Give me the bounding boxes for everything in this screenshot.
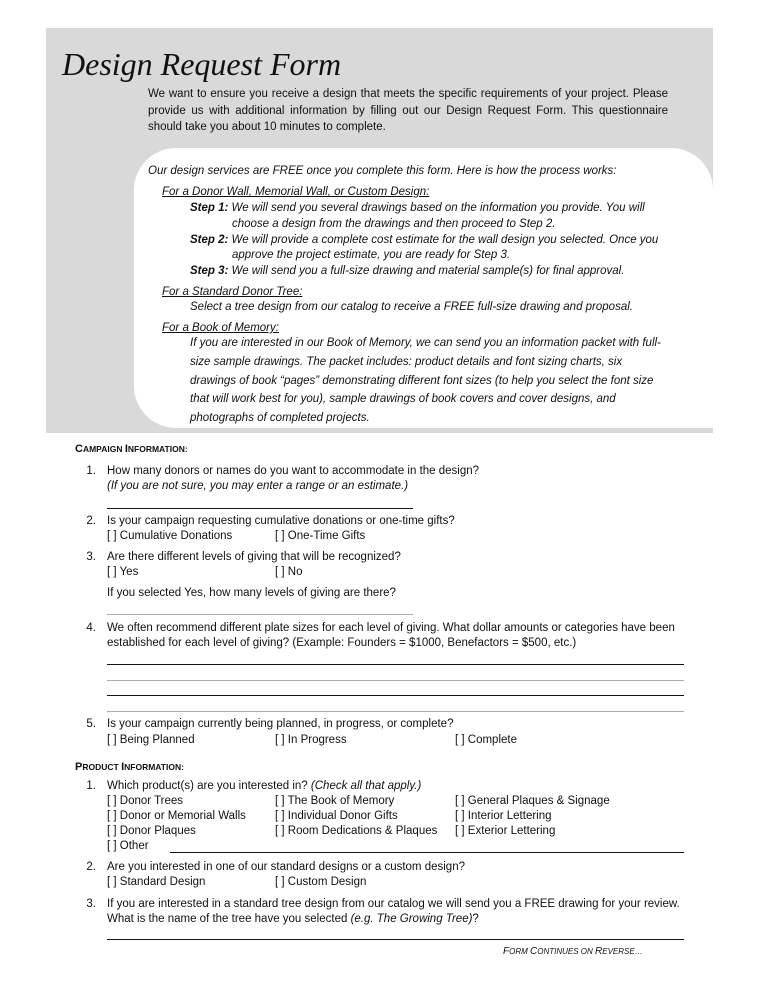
individual-donor-gifts-checkbox[interactable]: [ ] Individual Donor Gifts	[275, 810, 398, 822]
book-line-1: If you are interested in our Book of Memory, we can send you an information packet with full-	[190, 337, 661, 349]
heading-initial: P	[75, 761, 83, 773]
product-q3-question: What is the name of the tree have you selected	[107, 913, 351, 925]
footer-initial: F	[503, 946, 510, 957]
heading-smallcaps: NFORMATION:	[127, 444, 188, 454]
complete-checkbox[interactable]: [ ] Complete	[455, 734, 517, 746]
step-1-continued: choose a design from the drawings and then proceed to Step 2.	[232, 218, 556, 230]
product-section-heading	[75, 761, 184, 773]
book-heading: For a Book of Memory:	[162, 322, 279, 334]
campaign-q3-followup: If you selected Yes, how many levels of giving are there?	[107, 587, 396, 599]
step-2-label: Step 2:	[190, 234, 229, 246]
footer-smallcaps: EVERSE…	[602, 947, 643, 956]
form-title: Design Request Form	[62, 46, 342, 82]
tree-text: Select a tree design from our catalog to receive a FREE full-size drawing and proposal.	[190, 301, 633, 313]
standard-design-checkbox[interactable]: [ ] Standard Design	[107, 876, 206, 888]
product-q2-text: Are you interested in one of our standard designs or a custom design?	[107, 861, 465, 873]
product-q1-question: Which product(s) are you interested in?	[107, 780, 308, 792]
product-q2-number: 2.	[86, 861, 96, 873]
step-2	[190, 234, 658, 246]
campaign-q4-text-line-1: We often recommend different plate sizes for each level of giving. What dollar amounts or categories have been	[107, 622, 675, 634]
book-line-5: photographs of completed projects.	[190, 412, 370, 424]
giving-levels-answer-line-1[interactable]	[107, 664, 684, 665]
heading-initial: I	[124, 443, 128, 455]
campaign-q3-text: Are there different levels of giving that will be recognized?	[107, 551, 401, 563]
process-lead: Our design services are FREE once you complete this form. Here is how the process works:	[148, 165, 617, 177]
campaign-q1-note: (If you are not sure, you may enter a range or an estimate.)	[107, 480, 409, 492]
campaign-q4-text-line-2: established for each level of giving? (Example: Founders = $1000, Benefactors = $500, etc.)	[107, 637, 577, 649]
heading-smallcaps: NFORMATION:	[124, 762, 184, 772]
step-3	[190, 265, 624, 277]
book-of-memory-checkbox[interactable]: [ ] The Book of Memory	[275, 795, 395, 807]
donor-wall-heading: For a Donor Wall, Memorial Wall, or Custom Design:	[162, 186, 430, 198]
campaign-q2-number: 2.	[86, 515, 96, 527]
giving-levels-answer-line-4[interactable]	[107, 711, 684, 712]
product-q3-number: 3.	[86, 898, 96, 910]
exterior-lettering-checkbox[interactable]: [ ] Exterior Lettering	[455, 825, 556, 837]
in-progress-checkbox[interactable]: [ ] In Progress	[275, 734, 347, 746]
custom-design-checkbox[interactable]: [ ] Custom Design	[275, 876, 367, 888]
one-time-gifts-checkbox[interactable]: [ ] One-Time Gifts	[275, 530, 366, 542]
footer-smallcaps: ONTINUES ON	[537, 947, 596, 956]
product-q3-example: (e.g. The Growing Tree)	[350, 913, 473, 925]
donor-count-answer-line[interactable]	[107, 508, 413, 509]
product-q3-question-mark: ?	[472, 913, 479, 925]
other-product-answer-line[interactable]	[170, 852, 684, 853]
levels-no-checkbox[interactable]: [ ] No	[275, 566, 303, 578]
campaign-q1-number: 1.	[86, 465, 96, 477]
product-q3-text-line-2	[107, 913, 479, 925]
giving-levels-answer-line-3[interactable]	[107, 695, 684, 696]
step-3-label: Step 3:	[190, 265, 229, 277]
campaign-section-heading	[75, 443, 188, 455]
cumulative-donations-checkbox[interactable]: [ ] Cumulative Donations	[107, 530, 233, 542]
giving-levels-answer-line-2[interactable]	[107, 680, 684, 681]
product-q3-text-line-1: If you are interested in a standard tree design from our catalog we will send you a FREE drawing for your review.	[107, 898, 680, 910]
step-2-text: We will provide a complete cost estimate for the wall design you selected. Once you	[231, 234, 659, 246]
campaign-q1-text: How many donors or names do you want to accommodate in the design?	[107, 465, 480, 477]
campaign-q5-text: Is your campaign currently being planned, in progress, or complete?	[107, 718, 454, 730]
tree-heading: For a Standard Donor Tree:	[162, 286, 303, 298]
heading-initial: C	[75, 443, 83, 455]
form-continues-note	[503, 946, 643, 957]
campaign-q2-text: Is your campaign requesting cumulative donations or one-time gifts?	[107, 515, 455, 527]
step-1	[190, 202, 645, 214]
donor-walls-checkbox[interactable]: [ ] Donor or Memorial Walls	[107, 810, 246, 822]
tree-name-answer-line[interactable]	[107, 939, 684, 940]
general-plaques-checkbox[interactable]: [ ] General Plaques & Signage	[455, 795, 610, 807]
product-q1-number: 1.	[86, 780, 96, 792]
donor-trees-checkbox[interactable]: [ ] Donor Trees	[107, 795, 184, 807]
footer-smallcaps: ORM	[509, 947, 530, 956]
step-1-label: Step 1:	[190, 202, 229, 214]
footer-initial: C	[530, 946, 538, 957]
room-dedications-checkbox[interactable]: [ ] Room Dedications & Plaques	[275, 825, 438, 837]
other-checkbox[interactable]: [ ] Other	[107, 840, 149, 852]
step-2-continued: approve the project estimate, you are ready for Step 3.	[232, 249, 511, 261]
heading-smallcaps: AMPAIGN	[82, 444, 125, 454]
levels-yes-checkbox[interactable]: [ ] Yes	[107, 566, 139, 578]
book-line-2: size sample drawings. The packet includes: product details and font sizing charts, six	[190, 356, 623, 368]
campaign-q5-number: 5.	[86, 718, 96, 730]
step-1-text: We will send you several drawings based on the information you provide. You will	[231, 202, 645, 214]
product-q1-text	[107, 780, 421, 792]
interior-lettering-checkbox[interactable]: [ ] Interior Lettering	[455, 810, 552, 822]
levels-count-answer-line[interactable]	[107, 614, 413, 615]
product-q1-note: (Check all that apply.)	[310, 780, 422, 792]
campaign-q3-number: 3.	[86, 551, 96, 563]
book-line-3: drawings of book “pages” demonstrating different font sizes (to help you select the font size	[190, 375, 654, 387]
heading-initial: I	[121, 761, 125, 773]
footer-initial: R	[595, 946, 603, 957]
book-line-4: that will work best for you), sample drawings of book covers and cover designs, and	[190, 393, 616, 405]
step-3-text: We will send you a full-size drawing and material sample(s) for final approval.	[231, 265, 625, 277]
heading-smallcaps: RODUCT	[82, 762, 122, 772]
being-planned-checkbox[interactable]: [ ] Being Planned	[107, 734, 195, 746]
intro-paragraph: We want to ensure you receive a design that meets the specific requirements of your project. Please provide us with additional information by filling out our Design Request Form. This questionnaire should take you about 10 minutes to complete.	[148, 88, 668, 133]
donor-plaques-checkbox[interactable]: [ ] Donor Plaques	[107, 825, 196, 837]
campaign-q4-number: 4.	[86, 622, 96, 634]
